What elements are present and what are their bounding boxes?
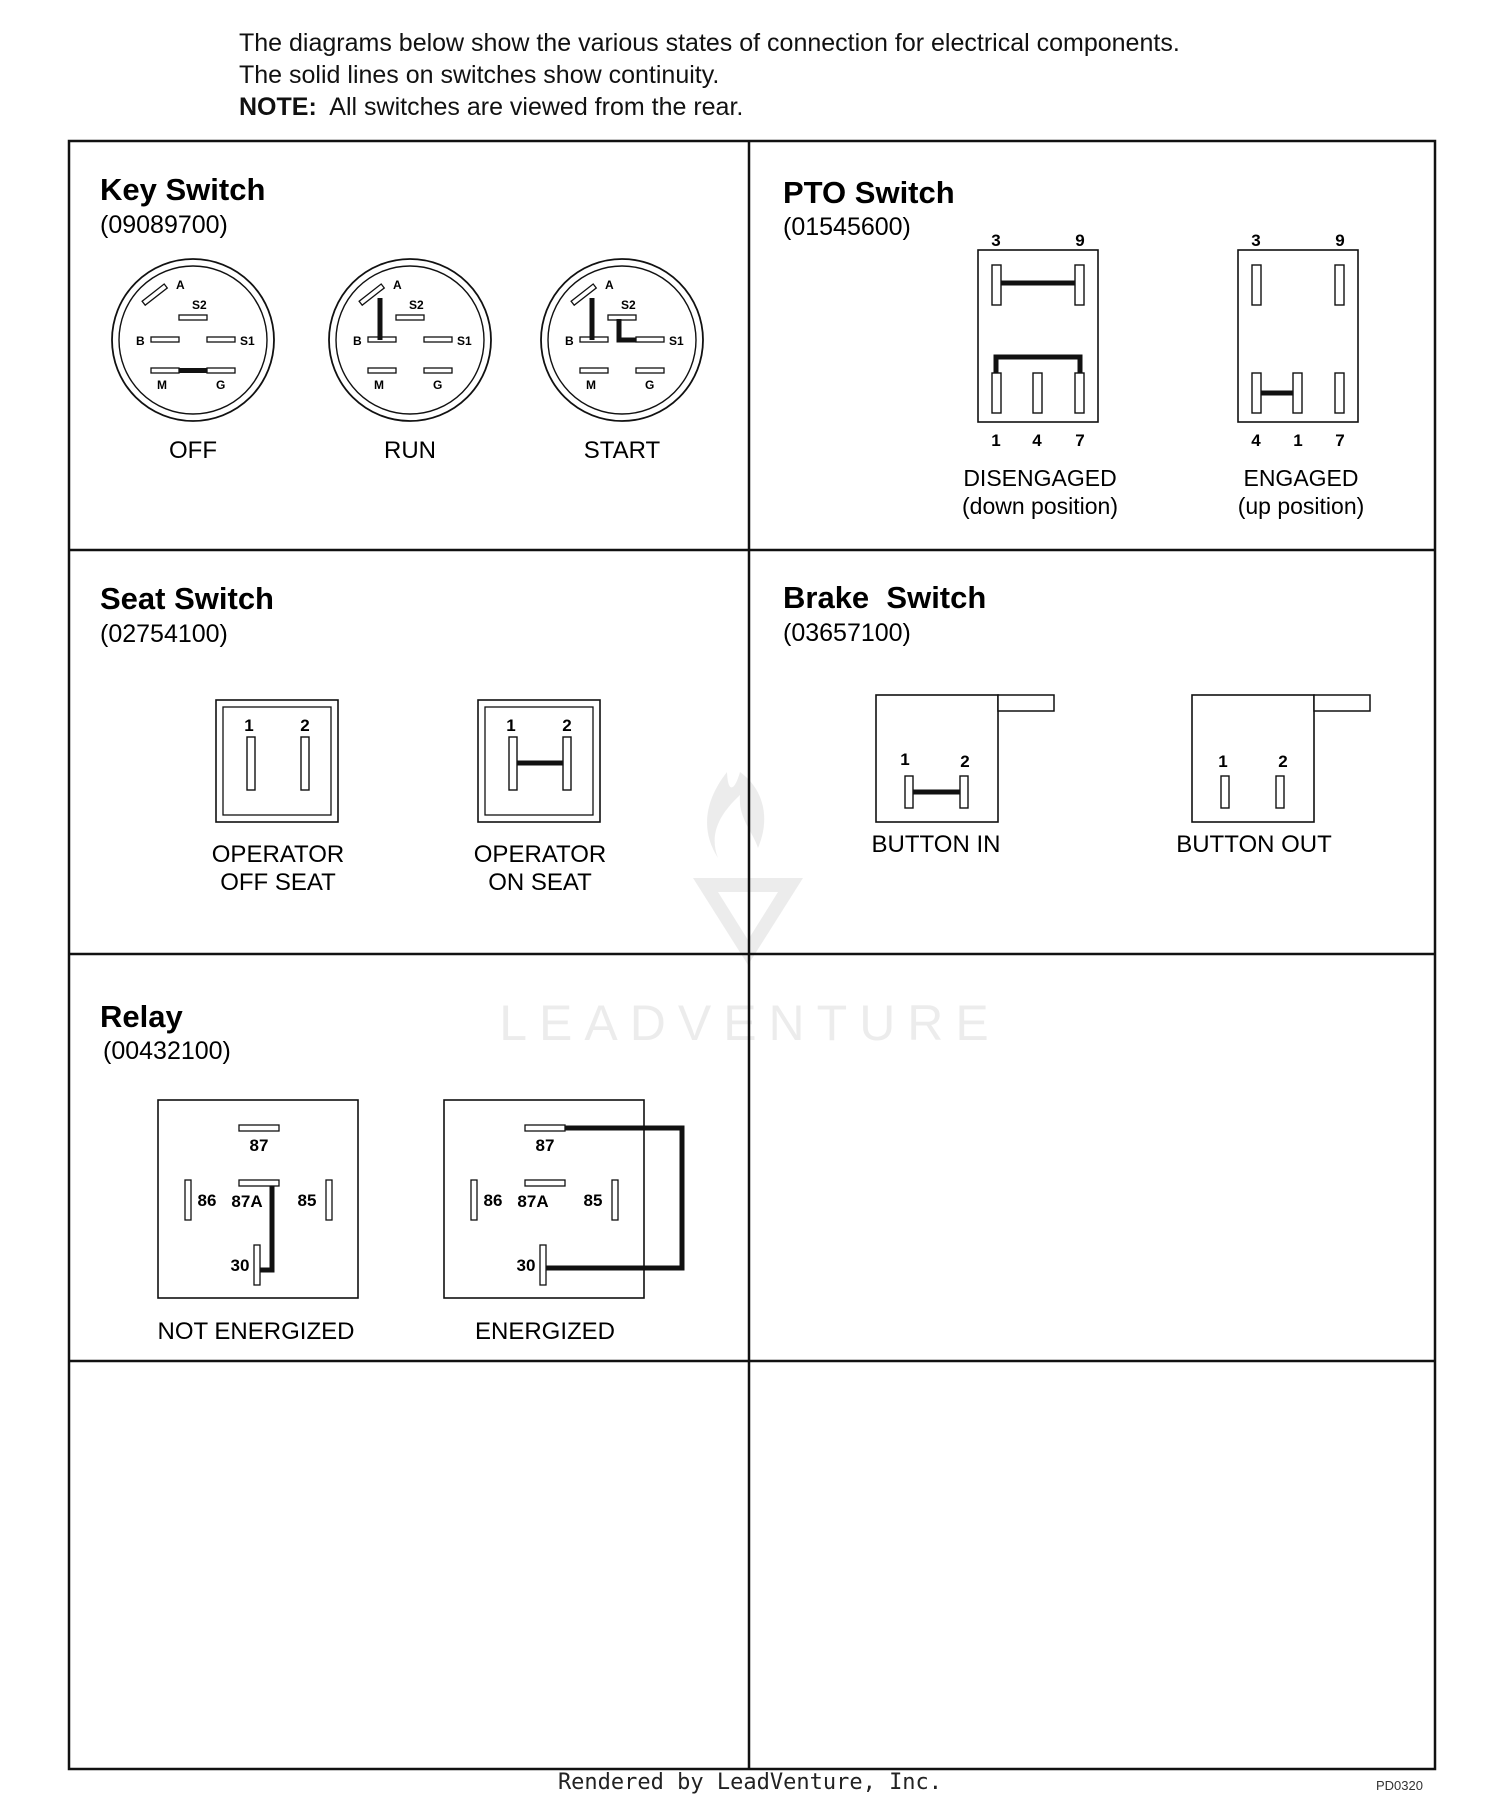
seat-terminal-label: 1	[244, 716, 254, 735]
key-switch-start-diagram	[541, 259, 703, 421]
key-switch-run-diagram	[329, 259, 491, 421]
brake-button-out-label: BUTTON OUT	[1176, 831, 1332, 858]
terminal-m-label: M	[374, 378, 384, 392]
terminal-b-label: B	[353, 334, 362, 348]
brake-switch-part-number: (03657100)	[783, 619, 911, 647]
terminal-g-label: G	[645, 378, 655, 392]
brake-terminal-label: 2	[960, 752, 970, 771]
terminal-a-label: A	[393, 278, 402, 292]
relay-terminal-87-label: 87	[249, 1136, 269, 1155]
pto-terminal-label: 3	[991, 231, 1001, 250]
relay-terminal-87a-label: 87A	[231, 1192, 263, 1211]
relay-energized-diagram	[444, 1100, 682, 1345]
relay-title: Relay	[100, 999, 183, 1034]
pto-disengaged-diagram	[962, 231, 1118, 519]
terminal-b-label: B	[136, 334, 145, 348]
key-switch-state-off: OFF	[169, 437, 217, 464]
seat-terminal-label: 2	[562, 716, 572, 735]
pto-terminal-label: 7	[1075, 431, 1085, 450]
key-switch-title: Key Switch	[100, 172, 266, 207]
key-switch-part-number: (09089700)	[100, 211, 228, 239]
key-switch-off-diagram	[112, 259, 274, 421]
seat-on-label: OPERATOR	[473, 841, 607, 868]
seat-on-diagram	[474, 700, 606, 896]
terminal-s2-label: S2	[621, 298, 636, 312]
relay-not-energized-label: NOT ENERGIZED	[157, 1318, 355, 1345]
pto-terminal-label: 1	[991, 431, 1001, 450]
terminal-m-label: M	[586, 378, 596, 392]
pto-terminal-label: 7	[1335, 431, 1345, 450]
terminal-m-label: M	[157, 378, 167, 392]
relay-terminal-30-label: 30	[230, 1256, 250, 1275]
brake-button-out-diagram	[1176, 695, 1370, 858]
pto-terminal-label: 4	[1032, 431, 1042, 450]
intro-line-1: The diagrams below show the various states of connection for electrical components.	[239, 29, 1180, 57]
terminal-s2-label: S2	[409, 298, 424, 312]
relay-not-energized-diagram	[158, 1100, 358, 1345]
seat-off-label: OPERATOR	[211, 841, 345, 868]
watermark-text: LEADVENTURE	[499, 995, 1001, 1051]
relay-part-number: (00432100)	[103, 1037, 231, 1065]
pto-engaged-sublabel: (up position)	[1237, 493, 1365, 519]
document-code: PD0320	[1376, 1778, 1423, 1793]
brake-button-in-diagram	[872, 695, 1054, 858]
pto-terminal-label: 1	[1293, 431, 1303, 450]
relay-terminal-87a-label: 87A	[517, 1192, 549, 1211]
terminal-s1-label: S1	[240, 334, 255, 348]
note-text: All switches are viewed from the rear.	[329, 93, 744, 121]
pto-switch-panel	[783, 175, 1364, 519]
key-switch-state-start: START	[583, 437, 661, 464]
relay-terminal-86-label: 86	[197, 1191, 217, 1210]
brake-switch-panel	[783, 580, 1370, 858]
terminal-s2-label: S2	[192, 298, 207, 312]
terminal-s1-label: S1	[457, 334, 472, 348]
relay-terminal-86-label: 86	[483, 1191, 503, 1210]
terminal-a-label: A	[605, 278, 614, 292]
seat-switch-title: Seat Switch	[100, 581, 274, 616]
terminal-g-label: G	[216, 378, 226, 392]
key-switch-state-run: RUN	[384, 437, 436, 464]
pto-engaged-diagram	[1238, 231, 1365, 519]
relay-energized-label: ENERGIZED	[474, 1318, 616, 1345]
intro-line-2: The solid lines on switches show continuity.	[239, 61, 720, 89]
seat-off-sublabel: OFF SEAT	[220, 869, 336, 896]
terminal-a-label: A	[176, 278, 185, 292]
relay-terminal-87-label: 87	[535, 1136, 555, 1155]
pto-terminal-label: 9	[1335, 231, 1345, 250]
brake-terminal-label: 2	[1278, 752, 1288, 771]
brake-button-in-label: BUTTON IN	[871, 831, 1001, 858]
seat-switch-part-number: (02754100)	[100, 620, 228, 648]
pto-disengaged-label: DISENGAGED	[963, 465, 1117, 491]
relay-terminal-85-label: 85	[583, 1191, 603, 1210]
pto-switch-title: PTO Switch	[783, 175, 955, 210]
note-label: NOTE:	[239, 93, 317, 121]
brake-terminal-label: 1	[900, 750, 910, 769]
pto-switch-part-number: (01545600)	[783, 213, 911, 241]
terminal-b-label: B	[565, 334, 574, 348]
seat-terminal-label: 1	[506, 716, 516, 735]
pto-terminal-label: 3	[1251, 231, 1261, 250]
pto-engaged-label: ENGAGED	[1243, 465, 1359, 491]
seat-switch-panel	[100, 581, 606, 896]
terminal-g-label: G	[433, 378, 443, 392]
relay-terminal-30-label: 30	[516, 1256, 536, 1275]
footer-credit: Rendered by LeadVenture, Inc.	[557, 1770, 943, 1795]
relay-terminal-85-label: 85	[297, 1191, 317, 1210]
pto-disengaged-sublabel: (down position)	[962, 493, 1118, 519]
brake-terminal-label: 1	[1218, 752, 1228, 771]
brake-switch-title: Brake Switch	[783, 580, 987, 615]
terminal-s1-label: S1	[669, 334, 684, 348]
seat-on-sublabel: ON SEAT	[488, 869, 592, 896]
pto-terminal-label: 9	[1075, 231, 1085, 250]
seat-terminal-label: 2	[300, 716, 310, 735]
key-switch-panel	[100, 172, 703, 464]
pto-terminal-label: 4	[1251, 431, 1261, 450]
seat-off-diagram	[212, 700, 344, 896]
panel-grid	[69, 141, 1435, 1769]
